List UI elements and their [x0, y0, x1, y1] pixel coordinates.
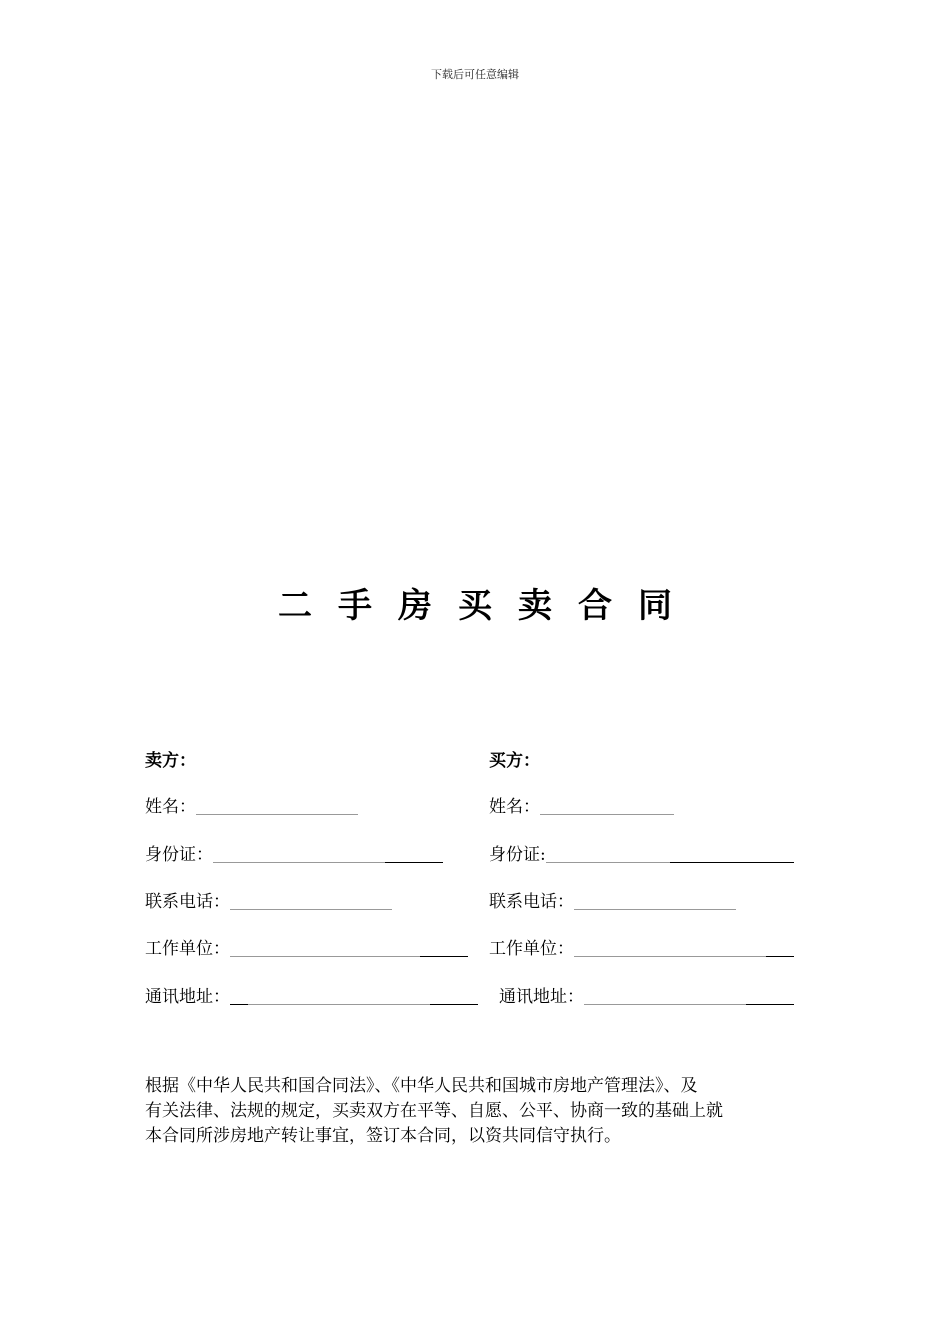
buyer-phone-label: 联系电话：	[489, 892, 574, 912]
seller-phone-field	[145, 887, 392, 912]
buyer-employer-label: 工作单位：	[489, 939, 574, 959]
buyer-id-field	[489, 840, 794, 865]
seller-name-label: 姓名：	[145, 797, 196, 817]
seller-phone-blank[interactable]	[230, 893, 392, 910]
buyer-employer-blank-2[interactable]	[766, 940, 794, 957]
buyer-name-label: 姓名：	[489, 797, 540, 817]
buyer-address-label: 通讯地址：	[499, 987, 584, 1007]
buyer-name-field	[489, 792, 674, 817]
seller-id-blank[interactable]	[213, 846, 385, 863]
buyer-id-label: 身份证:	[489, 845, 546, 865]
seller-address-blank-1[interactable]	[230, 988, 248, 1005]
buyer-phone-blank[interactable]	[574, 893, 736, 910]
seller-employer-label: 工作单位：	[145, 939, 230, 959]
preamble-line: 本合同所涉房地产转让事宜，签订本合同，以资共同信守执行。	[145, 1126, 621, 1146]
contract-title: 二手房买卖合同	[278, 586, 698, 626]
seller-employer-blank-2[interactable]	[420, 940, 468, 957]
seller-address-blank-2[interactable]	[248, 988, 430, 1005]
preamble-line: 根据《中华人民共和国合同法》、《中华人民共和国城市房地产管理法》、及	[145, 1076, 698, 1096]
seller-heading: 卖方：	[145, 751, 196, 771]
seller-address-field	[145, 982, 478, 1007]
buyer-address-blank-2[interactable]	[746, 988, 794, 1005]
buyer-employer-field	[489, 934, 794, 959]
seller-id-field	[145, 840, 443, 865]
buyer-name-blank[interactable]	[540, 798, 674, 815]
buyer-employer-blank[interactable]	[574, 940, 766, 957]
buyer-heading: 买方：	[489, 751, 540, 771]
buyer-id-blank[interactable]	[546, 846, 670, 863]
seller-id-blank-2[interactable]	[385, 846, 443, 863]
seller-address-label: 通讯地址：	[145, 987, 230, 1007]
seller-employer-field	[145, 934, 468, 959]
buyer-phone-field	[489, 887, 736, 912]
seller-address-blank-3[interactable]	[430, 988, 478, 1005]
seller-id-label: 身份证：	[145, 845, 213, 865]
contract-preamble	[145, 1074, 805, 1149]
seller-name-field	[145, 792, 358, 817]
buyer-address-blank[interactable]	[584, 988, 746, 1005]
buyer-id-blank-2[interactable]	[670, 846, 794, 863]
seller-employer-blank[interactable]	[230, 940, 420, 957]
seller-phone-label: 联系电话：	[145, 892, 230, 912]
header-note: 下载后可任意编辑	[431, 68, 519, 81]
preamble-line: 有关法律、法规的规定，买卖双方在平等、自愿、公平、协商一致的基础上就	[145, 1101, 723, 1121]
seller-name-blank[interactable]	[196, 798, 358, 815]
buyer-address-field	[499, 982, 794, 1007]
